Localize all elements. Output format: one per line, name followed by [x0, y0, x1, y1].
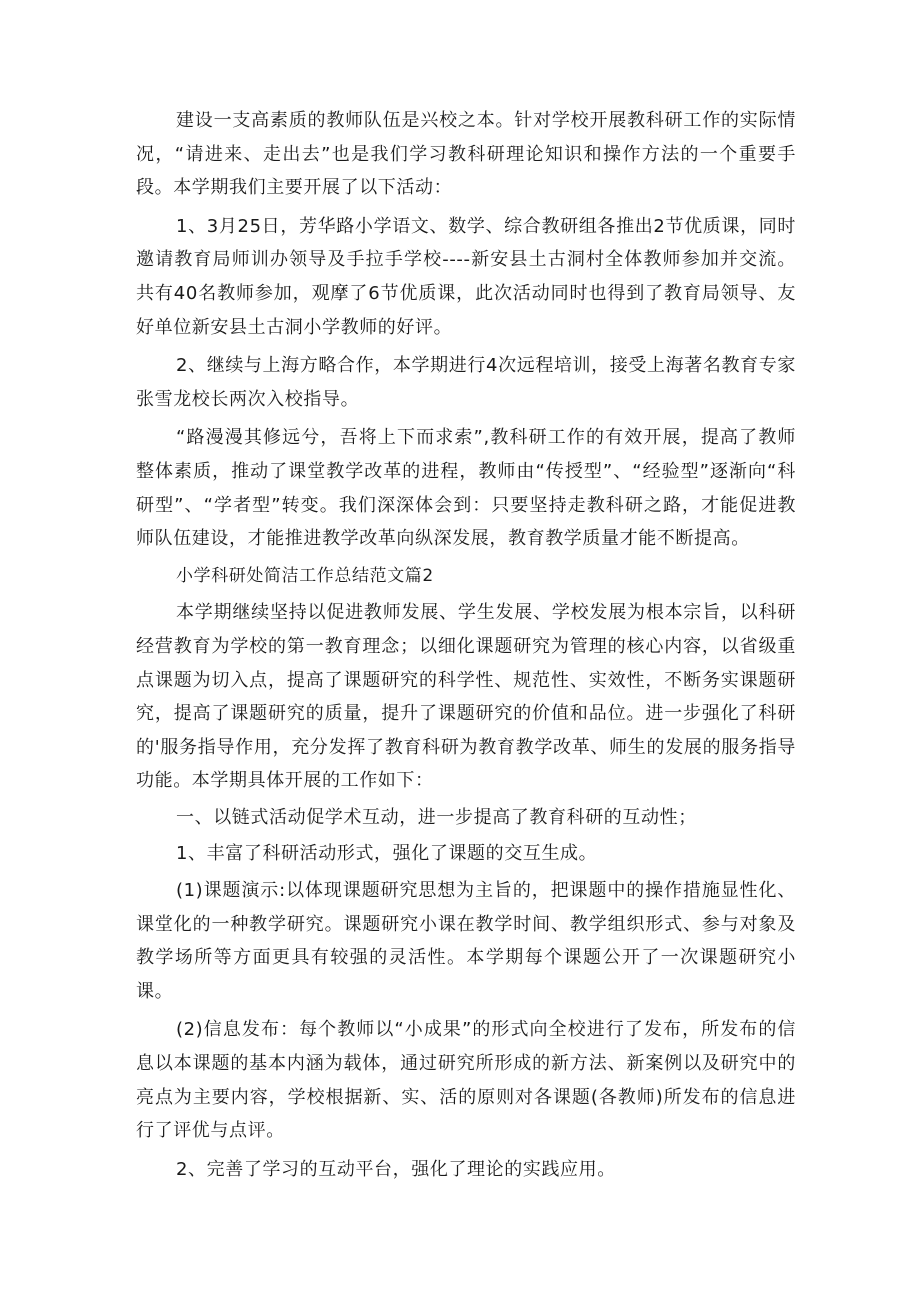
paragraph-activity-2: 2、继续与上海方略合作，本学期进行4次远程培训，接受上海著名教育专家张雪龙校长两次入校指导。 [136, 355, 796, 410]
paragraph-item-2: 2、完善了学习的互动平台，强化了理论的实践应用。 [176, 1158, 616, 1180]
section-title: 小学科研处简洁工作总结范文篇2 [176, 565, 434, 586]
paragraph-heading-1: 一、以链式活动促学术互动，进一步提高了教育科研的互动性； [176, 806, 697, 828]
document-page [136, 104, 796, 1186]
paragraph-overview: 本学期继续坚持以促进教师发展、学生发展、学校发展为根本宗旨，以科研经营教育为学校的第一教育理念；以细化课题研究为管理的核心内容，以省级重点课题为切入点，提高了课题研究的科学性、规范性、实效性，不断务实课题研究，提高了课题研究的质量，提升了课题研究的价值和品位。进一步强化了科研的'服务指导作用，充分发挥了教育科研为教育教学改革、师生的发展的服务指导功能。本学期具体开展的工作如下： [136, 602, 796, 792]
paragraph-conclusion: “路漫漫其修远兮，吾将上下而求索”,教科研工作的有效开展，提高了教师整体素质，推动了课堂教学改革的进程，教师由“传授型”、“经验型”逐渐向“科研型”、“学者型”转变。我们深深体会到：只要坚持走教科研之路，才能促进教师队伍建设，才能推进教学改革向纵深发展，教育教学质量才能不断提高。 [136, 427, 796, 550]
paragraph-item-1-1: (1)课题演示:以体现课题研究思想为主旨的，把课题中的操作措施显性化、课堂化的一种教学研究。课题研究小课在教学时间、教学组织形式、参与对象及教学场所等方面更具有较强的灵活性。本学期每个课题公开了一次课题研究小课。 [136, 880, 796, 1002]
paragraph-item-1-2: (2)信息发布：每个教师以“小成果”的形式向全校进行了发布，所发布的信息以本课题的基本内涵为载体，通过研究所形成的新方法、新案例以及研究中的亮点为主要内容，学校根据新、实、活的原则对各课题(各教师)所发布的信息进行了评优与点评。 [136, 1019, 796, 1142]
paragraph-item-1: 1、丰富了科研活动形式，强化了课题的交互生成。 [176, 843, 598, 865]
paragraph-activity-1: 1、3月25日，芳华路小学语文、数学、综合教研组各推出2节优质课，同时邀请教育局师训办领导及手拉手学校----新安县土古洞村全体教师参加并交流。共有40名教师参加，观摩了6节优质课，此次活动同时也得到了教育局领导、友好单位新安县土古洞小学教师的好评。 [136, 215, 796, 338]
paragraph-intro: 建设一支高素质的教师队伍是兴校之本。针对学校开展教科研工作的实际情况，“请进来、走出去”也是我们学习教科研理论知识和操作方法的一个重要手段。本学期我们主要开展了以下活动： [136, 110, 796, 199]
